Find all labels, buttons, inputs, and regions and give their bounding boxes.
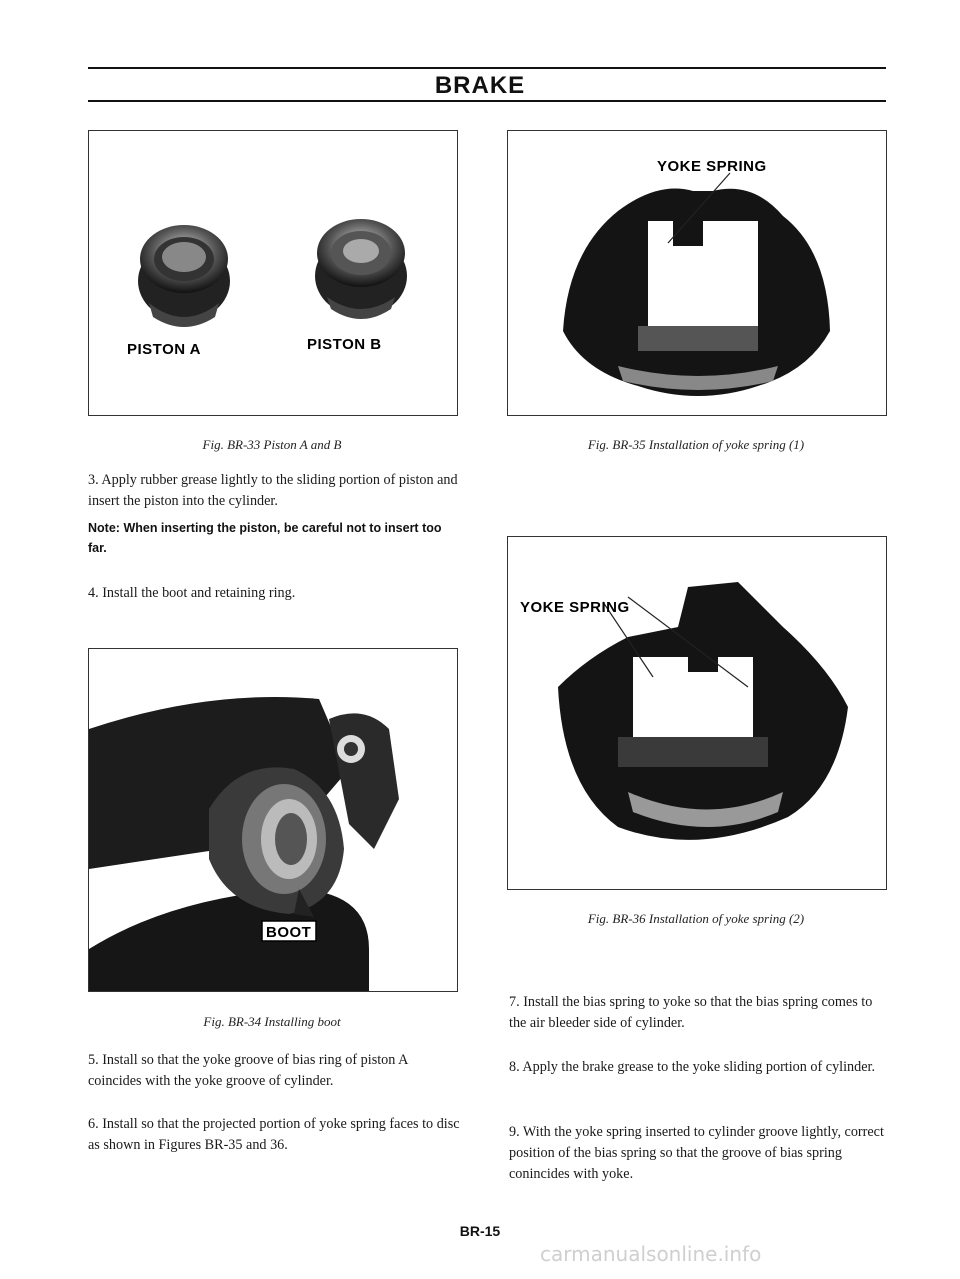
yoke-spring-photo-1 xyxy=(508,131,886,415)
piston-photo xyxy=(89,131,457,415)
header-rule-bottom xyxy=(88,100,886,102)
step-3-text: 3. Apply rubber grease lightly to the sliding portion of piston and insert the piston into the cylinder. xyxy=(88,472,458,509)
step-9-text: 9. With the yoke spring inserted to cylinder groove lightly, correct position of the bias spring so that the groove of bias spring conincides with yoke. xyxy=(509,1124,884,1182)
step-4-text: 4. Install the boot and retaining ring. xyxy=(88,585,296,601)
photo-label-piston-b: PISTON B xyxy=(307,336,382,353)
note-text: When inserting the piston, be careful not to insert too far. xyxy=(88,521,442,555)
step-6-text: 6. Install so that the projected portion of yoke spring faces to disc as shown in Figures BR-35 and 36. xyxy=(88,1116,460,1153)
figure-caption-br33: Fig. BR-33 Piston A and B xyxy=(202,437,342,452)
piston-b-image xyxy=(315,219,407,319)
figure-caption-br35: Fig. BR-35 Installation of yoke spring (1) xyxy=(587,437,805,452)
boot-install-photo xyxy=(89,649,457,991)
step-7-text: 7. Install the bias spring to yoke so that the bias spring comes to the air bleeder side of cylinder. xyxy=(509,994,873,1031)
yoke-spring-photo-2 xyxy=(508,537,886,889)
photo-label-yoke-spring-2: YOKE SPRING xyxy=(520,599,630,616)
step-5-text: 5. Install so that the yoke groove of bias ring of piston A coincides with the yoke groove of cylinder. xyxy=(88,1052,408,1089)
figure-br34-photo xyxy=(88,648,458,992)
watermark: carmanualsonline.info xyxy=(540,1242,762,1266)
page-number: BR-15 xyxy=(459,1223,501,1239)
photo-label-piston-a: PISTON A xyxy=(127,341,202,358)
piston-a-image xyxy=(138,225,230,327)
header-rule-top xyxy=(88,67,886,69)
photo-label-yoke-spring-1: YOKE SPRING xyxy=(657,158,767,175)
figure-br35-photo xyxy=(507,130,887,416)
note-block xyxy=(88,518,460,558)
note-label: Note: xyxy=(88,521,120,535)
photo-label-boot: BOOT xyxy=(266,924,312,941)
figure-br36-photo xyxy=(507,536,887,890)
figure-caption-br34: Fig. BR-34 Installing boot xyxy=(203,1014,341,1029)
page-title: BRAKE xyxy=(0,72,960,100)
step-8-text: 8. Apply the brake grease to the yoke sliding portion of cylinder. xyxy=(509,1059,876,1075)
figure-br33-photo xyxy=(88,130,458,416)
figure-caption-br36: Fig. BR-36 Installation of yoke spring (2) xyxy=(587,911,805,926)
